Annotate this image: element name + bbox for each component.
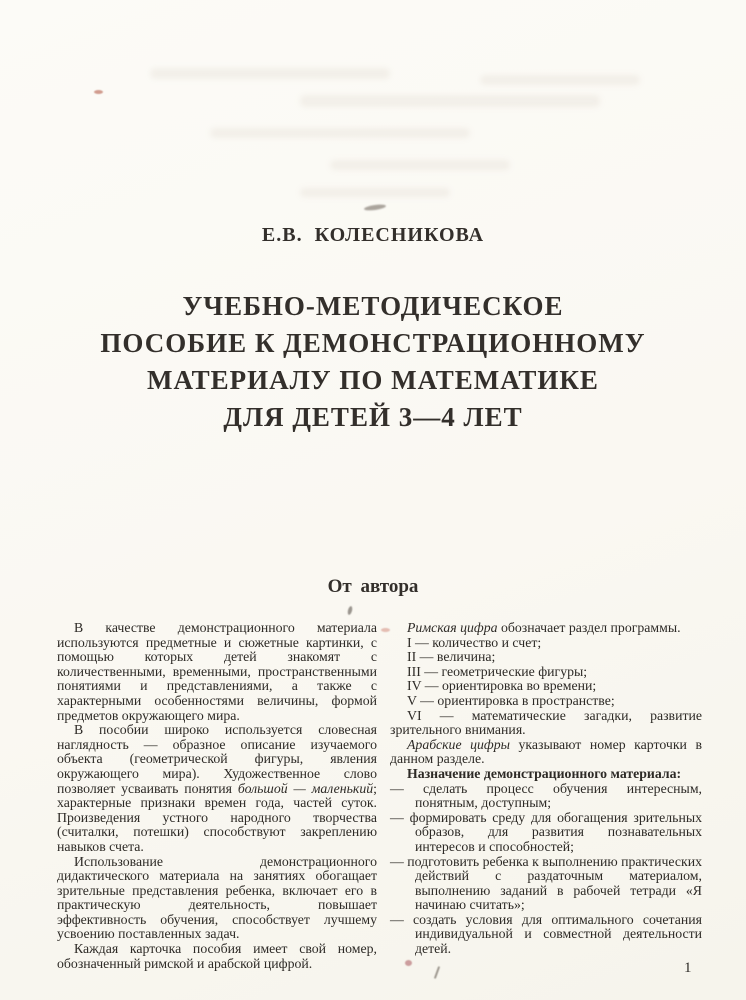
two-column-text bbox=[57, 621, 705, 971]
book-author: Е.В. КОЛЕСНИКОВА bbox=[261, 224, 485, 246]
roman-item-2: II — величина; bbox=[407, 649, 496, 665]
show-through-artifact bbox=[210, 128, 470, 138]
title-line: ПОСОБИЕ К ДЕМОНСТРАЦИОННОМУ bbox=[100, 328, 646, 358]
intro-paragraph: В качестве демонстрационного материала используются предметные и сюжетные картинки, с помощью которых детей знакомят с количественными, временны́ми, пространственными понятиями и представлениями, а также с характерными особенностями величины, формой предметов окружающего мира. bbox=[57, 620, 377, 723]
show-through-artifact bbox=[330, 160, 510, 170]
roman-item-1: I — количество и счет; bbox=[407, 634, 542, 650]
roman-item-5: V — ориентировка в пространстве; bbox=[407, 692, 615, 708]
title-line: ДЛЯ ДЕТЕЙ 3—4 ЛЕТ bbox=[223, 402, 523, 432]
roman-item-6: VI — математические загадки, развитие зрительного внимания. bbox=[390, 707, 702, 738]
book-title bbox=[0, 288, 746, 436]
roman-numeral-intro: Римская цифра обозначает раздел программы. bbox=[407, 620, 681, 635]
ink-speck bbox=[94, 90, 103, 94]
show-through-artifact bbox=[150, 68, 390, 79]
show-through-artifact bbox=[480, 75, 640, 85]
ink-speck bbox=[347, 606, 353, 616]
page-number: 1 bbox=[684, 960, 692, 976]
dash-list-item-4: — создать условия для оптимального сочетания индивидуальной и совместной деятельности детей. bbox=[390, 911, 702, 957]
section-heading: От автора bbox=[327, 576, 419, 597]
visual-aids-paragraph: В пособии широко используется словесная наглядность — образное описание изучаемого объекта (геометрической фигуры, явления окружающего мира). Художественное слово позволяет усваивать понятия большой — маленький; характерные признаки времен года, частей суток. Произведения устного народного творчества (считалки, потешки) способствуют закреплению навыков счета. bbox=[57, 722, 377, 854]
dash-list-item-2: — формировать среду для обогащения зрительных образов, для развития познавательных интересов и способностей; bbox=[390, 809, 702, 854]
arabic-numeral-paragraph: Арабские цифры указывают номер карточки в данном разделе. bbox=[390, 736, 702, 767]
dash-list-item-3: — подготовить ребенка к выполнению практических действий с раздаточным материалом, выполнению заданий в рабочей тетради «Я начинаю считать»; bbox=[390, 853, 702, 913]
usage-paragraph: Использование демонстрационного дидактического материала на занятиях обогащает зрительные представления ребенка, включает его в практическую деятельность, повышает эффективность обучения, способствует лучшему усвоению поставленных задач. bbox=[57, 853, 377, 942]
dash-list-item-1: — сделать процесс обучения интересным, понятным, доступным; bbox=[390, 780, 702, 811]
right-column bbox=[390, 621, 702, 971]
purpose-heading: Назначение демонстрационного материала: bbox=[407, 765, 682, 781]
left-column bbox=[57, 621, 377, 971]
show-through-artifact bbox=[300, 188, 450, 197]
card-numbering-paragraph: Каждая карточка пособия имеет свой номер, обозначенный римской и арабской цифрой. bbox=[57, 941, 377, 971]
title-line: УЧЕБНО-МЕТОДИЧЕСКОЕ bbox=[182, 291, 564, 321]
show-through-artifact bbox=[300, 95, 600, 107]
title-line: МАТЕРИАЛУ ПО МАТЕМАТИКЕ bbox=[147, 365, 599, 395]
ink-smudge bbox=[364, 203, 386, 211]
roman-item-4: IV — ориентировка во времени; bbox=[407, 678, 597, 694]
roman-item-3: III — геометрические фигуры; bbox=[407, 663, 588, 679]
